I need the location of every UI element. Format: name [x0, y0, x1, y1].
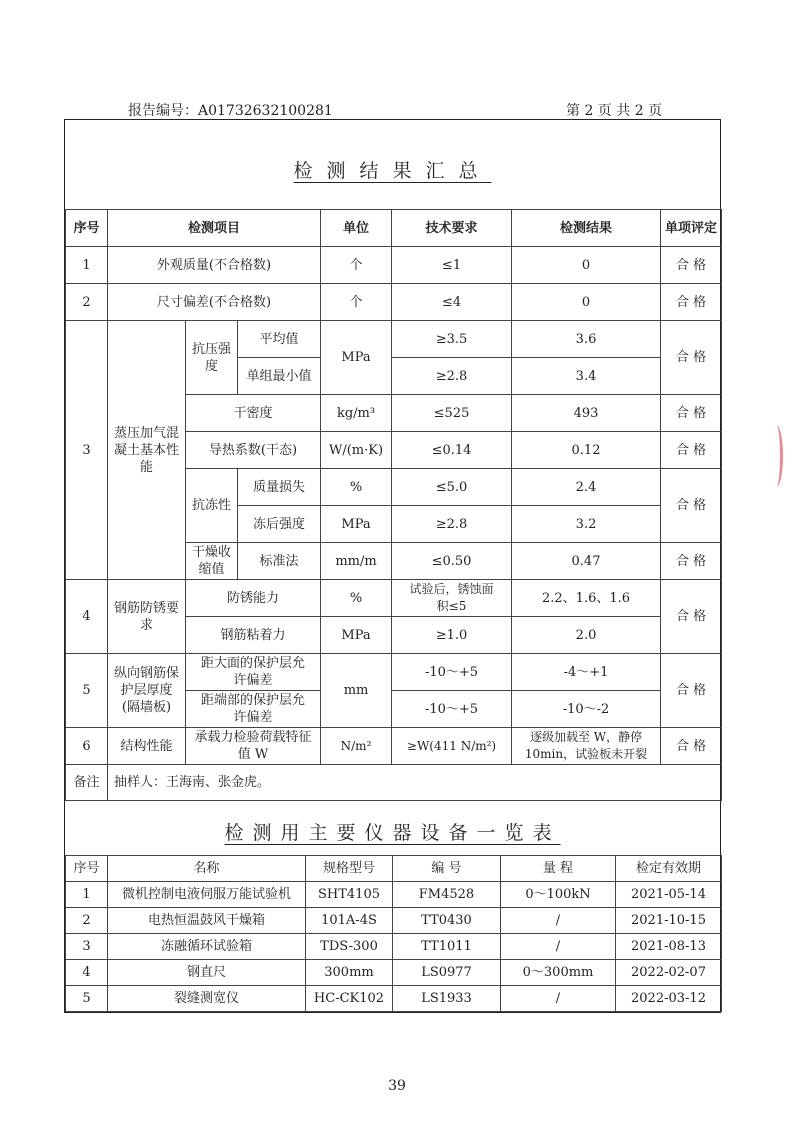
- cell: 距端部的保护层允许偏差: [186, 691, 321, 728]
- equipment-header-row: [66, 856, 722, 882]
- col-header: 技术要求: [392, 210, 512, 247]
- cell: 标准法: [238, 543, 321, 580]
- cell: mm: [321, 654, 392, 728]
- col-header: 名称: [108, 856, 306, 882]
- cell: MPa: [321, 506, 392, 543]
- cell: 钢筋粘着力: [186, 617, 321, 654]
- cell: 逐级加载至 W，静停10min，试验板未开裂: [512, 728, 661, 765]
- cell: 平均值: [238, 321, 321, 358]
- group-label: 钢筋防锈要求: [108, 580, 186, 654]
- cell: 493: [512, 395, 661, 432]
- cell: 质量损失: [238, 469, 321, 506]
- cell: 0: [512, 284, 661, 321]
- cell: 合 格: [661, 284, 722, 321]
- cell: ≤0.50: [392, 543, 512, 580]
- cell: kg/m³: [321, 395, 392, 432]
- cell: ≤525: [392, 395, 512, 432]
- cell: -10～+5: [392, 691, 512, 728]
- cell: %: [321, 580, 392, 617]
- cell: TT1011: [393, 934, 501, 960]
- cell: 距大面的保护层允许偏差: [186, 654, 321, 691]
- cell: 合 格: [661, 432, 722, 469]
- col-header: 序号: [66, 856, 108, 882]
- cell: ≤4: [392, 284, 512, 321]
- cell: 冻融循环试验箱: [108, 934, 306, 960]
- cell: 合 格: [661, 321, 722, 395]
- cell: 合 格: [661, 728, 722, 765]
- col-header: 规格型号: [306, 856, 393, 882]
- sub-group-label: 抗冻性: [186, 469, 238, 543]
- cell: 0.12: [512, 432, 661, 469]
- cell: W/(m·K): [321, 432, 392, 469]
- cell: 结构性能: [108, 728, 186, 765]
- cell: ≥W(411 N/m²): [392, 728, 512, 765]
- table-row: [66, 247, 722, 284]
- cell: -4～+1: [512, 654, 661, 691]
- cell: 钢直尺: [108, 960, 306, 986]
- cell: 尺寸偏差(不合格数): [108, 284, 321, 321]
- cell: 合 格: [661, 469, 722, 543]
- cell: -10～+5: [392, 654, 512, 691]
- cell: 101A-4S: [306, 908, 393, 934]
- cell: LS1933: [393, 986, 501, 1012]
- cell: 裂缝测宽仪: [108, 986, 306, 1012]
- cell: 3.4: [512, 358, 661, 395]
- cell: 试验后，锈蚀面积≤5: [392, 580, 512, 617]
- cell: ≥1.0: [392, 617, 512, 654]
- cell: 合 格: [661, 543, 722, 580]
- page-indicator: 第 2 页 共 2 页: [566, 103, 663, 119]
- cell: /: [501, 986, 616, 1012]
- cell: 3: [66, 934, 108, 960]
- cell: 防锈能力: [186, 580, 321, 617]
- table-row: [66, 654, 722, 691]
- table-row: [66, 321, 722, 358]
- group-label: 纵向钢筋保护层厚度(隔墙板): [108, 654, 186, 728]
- cell: 合 格: [661, 247, 722, 284]
- cell: ≤0.14: [392, 432, 512, 469]
- col-header: 检定有效期: [616, 856, 722, 882]
- cell: N/m²: [321, 728, 392, 765]
- cell: 1: [66, 882, 108, 908]
- cell: ≤5.0: [392, 469, 512, 506]
- cell: TDS-300: [306, 934, 393, 960]
- cell: MPa: [321, 617, 392, 654]
- table-row: [66, 580, 722, 617]
- cell: 0: [512, 247, 661, 284]
- cell: 合 格: [661, 580, 722, 654]
- cell: 2022-02-07: [616, 960, 722, 986]
- report-number: 报告编号：A01732632100281: [128, 103, 333, 119]
- results-header-row: [66, 210, 722, 247]
- col-header: 量 程: [501, 856, 616, 882]
- cell: 300mm: [306, 960, 393, 986]
- cell: 承载力检验荷载特征值 W: [186, 728, 321, 765]
- equipment-table: [65, 855, 722, 1012]
- cell: FM4528: [393, 882, 501, 908]
- cell: 个: [321, 247, 392, 284]
- cell: 6: [66, 728, 108, 765]
- page-number: 39: [388, 1078, 406, 1094]
- cell: 合 格: [661, 395, 722, 432]
- col-header: 单项评定: [661, 210, 722, 247]
- results-title: 检测结果汇总: [293, 160, 492, 182]
- remark-label: 备注: [66, 765, 108, 801]
- cell: 3: [66, 321, 108, 580]
- cell: 0.47: [512, 543, 661, 580]
- cell: /: [501, 934, 616, 960]
- cell: 2.4: [512, 469, 661, 506]
- cell: HC-CK102: [306, 986, 393, 1012]
- table-row: [66, 934, 722, 960]
- table-row: [66, 986, 722, 1012]
- cell: mm/m: [321, 543, 392, 580]
- cell: 干密度: [186, 395, 321, 432]
- cell: 3.2: [512, 506, 661, 543]
- cell: -10～-2: [512, 691, 661, 728]
- col-header: 序号: [66, 210, 108, 247]
- cell: LS0977: [393, 960, 501, 986]
- cell: %: [321, 469, 392, 506]
- cell: 个: [321, 284, 392, 321]
- remark-row: [66, 765, 722, 801]
- col-header: 检测项目: [108, 210, 321, 247]
- col-header: 单位: [321, 210, 392, 247]
- cell: 合 格: [661, 654, 722, 728]
- cell: MPa: [321, 321, 392, 395]
- remark-text: 抽样人：王海南、张金虎。: [108, 765, 722, 801]
- cell: ≤1: [392, 247, 512, 284]
- cell: 2022-03-12: [616, 986, 722, 1012]
- cell: 2021-10-15: [616, 908, 722, 934]
- cell: 4: [66, 960, 108, 986]
- cell: 电热恒温鼓风干燥箱: [108, 908, 306, 934]
- cell: 导热系数(干态): [186, 432, 321, 469]
- table-row: [66, 960, 722, 986]
- cell: 5: [66, 654, 108, 728]
- cell: 2: [66, 284, 108, 321]
- cell: 0～100kN: [501, 882, 616, 908]
- col-header: 检测结果: [512, 210, 661, 247]
- table-row: [66, 908, 722, 934]
- table-row: [66, 284, 722, 321]
- cell: 单组最小值: [238, 358, 321, 395]
- cell: ≥3.5: [392, 321, 512, 358]
- results-table: [65, 209, 722, 801]
- cell: 2021-08-13: [616, 934, 722, 960]
- cell: 冻后强度: [238, 506, 321, 543]
- cell: 2021-05-14: [616, 882, 722, 908]
- margin-mark: [770, 425, 783, 487]
- cell: 1: [66, 247, 108, 284]
- cell: SHT4105: [306, 882, 393, 908]
- col-header: 编 号: [393, 856, 501, 882]
- table-row: [66, 882, 722, 908]
- cell: 2.2、1.6、1.6: [512, 580, 661, 617]
- cell: 4: [66, 580, 108, 654]
- cell: /: [501, 908, 616, 934]
- sub-group-label: 抗压强度: [186, 321, 238, 395]
- cell: ≥2.8: [392, 358, 512, 395]
- sub-group-label: 干燥收缩值: [186, 543, 238, 580]
- cell: 2.0: [512, 617, 661, 654]
- cell: 2: [66, 908, 108, 934]
- cell: TT0430: [393, 908, 501, 934]
- cell: 微机控制电液伺服万能试验机: [108, 882, 306, 908]
- cell: 5: [66, 986, 108, 1012]
- equipment-title: 检测用主要仪器设备一览表: [224, 822, 561, 844]
- group-label: 蒸压加气混凝土基本性能: [108, 321, 186, 580]
- cell: 外观质量(不合格数): [108, 247, 321, 284]
- cell: ≥2.8: [392, 506, 512, 543]
- cell: 3.6: [512, 321, 661, 358]
- report-frame: [64, 119, 721, 1013]
- cell: 0～300mm: [501, 960, 616, 986]
- table-row: [66, 728, 722, 765]
